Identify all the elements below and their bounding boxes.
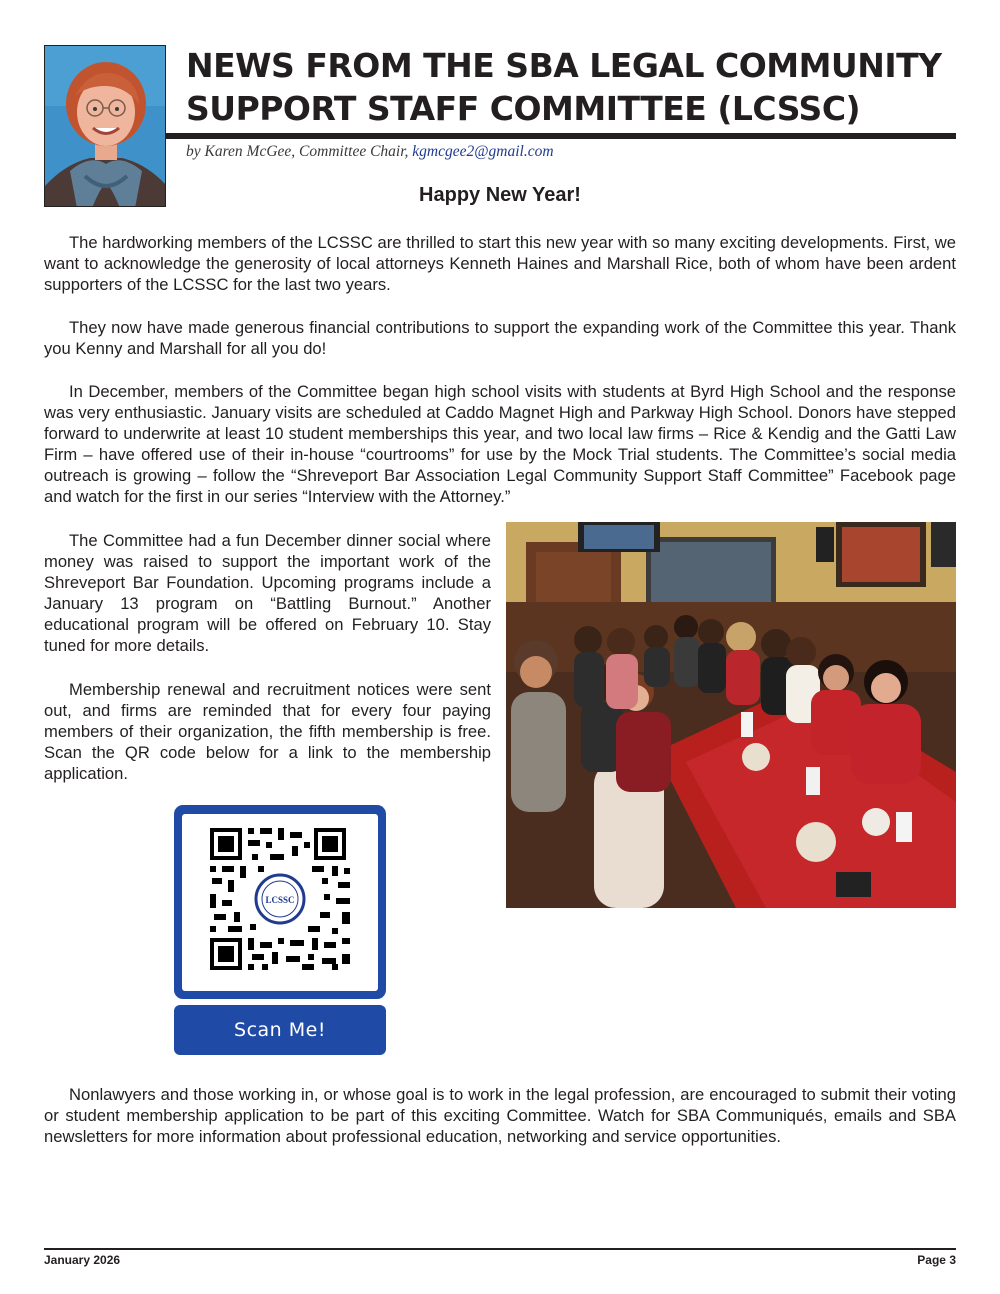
- qr-logo-text: LCSSC: [265, 895, 295, 905]
- article-headline: [186, 44, 956, 130]
- author-photo: [45, 46, 166, 207]
- paragraph-5: Membership renewal and recruitment notices were sent out, and firms are reminded that for every four paying members of their organization, the fifth membership is free. Scan the QR code below for a link to the membership application.: [44, 680, 491, 783]
- qr-code-icon[interactable]: [182, 814, 378, 991]
- footer-page-number: Page 3: [917, 1253, 956, 1267]
- author-portrait: [44, 45, 166, 207]
- footer-rule: [44, 1248, 956, 1250]
- byline-author: by Karen McGee, Committee Chair,: [186, 143, 413, 160]
- headline-rule: [166, 133, 956, 139]
- scan-me-button[interactable]: Scan Me!: [174, 1005, 386, 1055]
- paragraph-6: Nonlawyers and those working in, or whose goal is to work in the legal profession, are encouraged to submit their voting or student membership application to be part of this exciting Committee. Watch for SBA Communiqués, emails and SBA newsletters for more information about professional education, networking and service opportunities.: [44, 1085, 956, 1146]
- author-email-link[interactable]: kgmcgee2@gmail.com: [412, 143, 554, 160]
- paragraph-2: They now have made generous financial contributions to support the expanding work of the Committee this year. Thank you Kenny and Marshall for all you do!: [44, 318, 956, 358]
- paragraph-3: In December, members of the Committee began high school visits with students at Byrd High School and the response was very enthusiastic. January visits are scheduled at Caddo Magnet High and Parkway High School. Donors have stepped forward to underwrite at least 10 student memberships this year, and two local law firms – Rice & Kendig and the Gatti Law Firm – have offered use of their in-house “courtrooms” for use by the Mock Trial students. The Committee’s social media outreach is growing – follow the “Shreveport Bar Association Legal Community Support Staff Committee” Facebook page and watch for the first in our series “Interview with the Attorney.”: [44, 382, 956, 506]
- paragraph-4: The Committee had a fun December dinner social where money was raised to support the important work of the Shreveport Bar Foundation. Upcoming programs include a January 13 program on “Battling Burnout.” Another educational program will be offered on February 10. Stay tuned for more details.: [44, 531, 491, 655]
- headline-line-2: SUPPORT STAFF COMMITTEE (LCSSC): [186, 89, 861, 128]
- section-subheading: Happy New Year!: [419, 184, 581, 206]
- qr-code-frame: [182, 814, 378, 991]
- dinner-social-photo: [506, 522, 956, 908]
- dinner-photo-image: [506, 522, 956, 908]
- byline: [186, 143, 554, 161]
- headline-line-1: NEWS FROM THE SBA LEGAL COMMUNITY: [186, 46, 942, 85]
- footer-date: January 2026: [44, 1253, 121, 1267]
- paragraph-1: The hardworking members of the LCSSC are thrilled to start this new year with so many exciting developments. First, we want to acknowledge the generosity of local attorneys Kenneth Haines and Marshall Rice, both of whom have been ardent supporters of the LCSSC for the last two years.: [44, 233, 956, 294]
- qr-code-card[interactable]: [174, 805, 386, 999]
